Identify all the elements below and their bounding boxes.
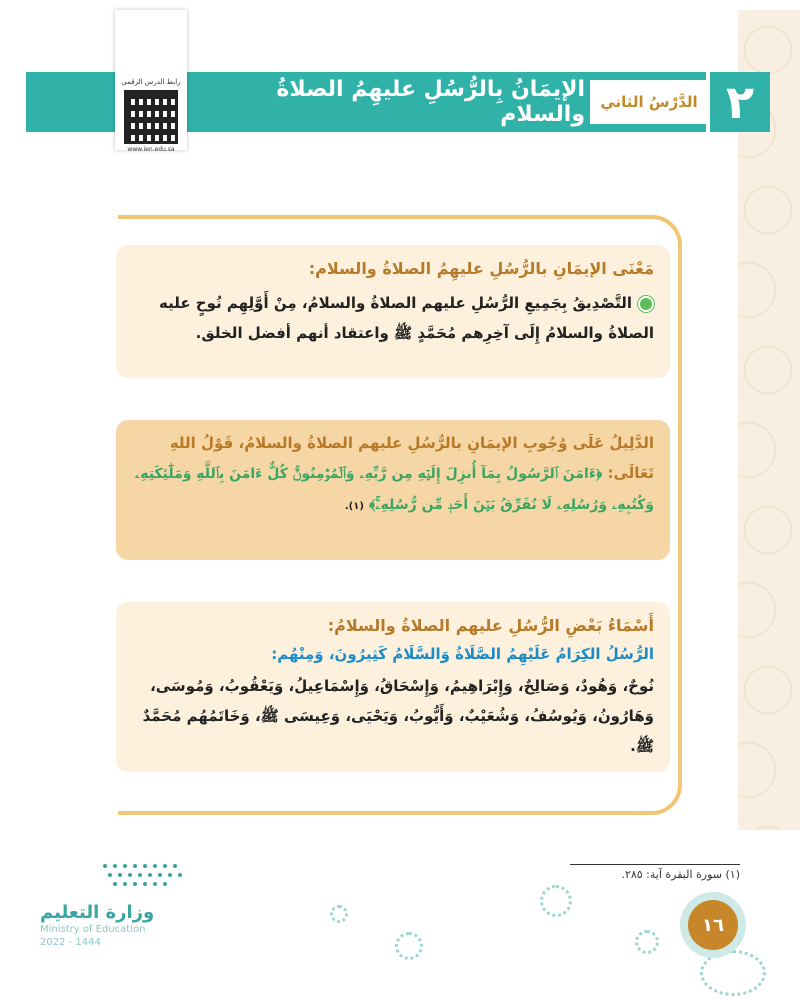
prophets-names-line2: وَهَارُونُ، وَيُوسُفُ، وَشُعَيْبٌ، وَأَيُّوبُ، وَيَحْيَى، وَعِيسَى ﷺ، وَخَاتَمُهُم مُحَمَّدٌ ﷺ.: [142, 707, 654, 755]
page-number: ١٦: [688, 900, 738, 950]
lesson-tag: الدَّرْسُ الثاني: [590, 80, 708, 124]
rosette-icon: [540, 885, 572, 917]
rosette-icon: [330, 905, 348, 923]
qr-url[interactable]: www.ien.edu.sa: [127, 146, 175, 153]
bullet-icon: [638, 296, 654, 312]
section-meaning: [116, 245, 670, 378]
section-evidence-intro: تَعَالَى:: [607, 464, 654, 482]
rosette-icon: [700, 950, 766, 996]
ministry-name-en: Ministry of Education: [40, 924, 146, 935]
section-evidence-body: [132, 458, 654, 522]
verse-footnote-ref: (١).: [344, 501, 364, 512]
section-evidence-heading: الدَّلِيلُ عَلَى وُجُوبِ الإيمَانِ بالرُّسُلِ عليهم الصلاةُ والسلامُ، قَوْلُ اللهِ: [169, 434, 654, 452]
qr-code-icon[interactable]: [124, 90, 178, 144]
section-meaning-heading: مَعْنَى الإيمَانِ بالرُّسُلِ عليهِمُ الصلاةُ والسلام:: [308, 259, 654, 278]
section-meaning-text: [132, 288, 654, 348]
ministry-name-ar: وزارة التعليم: [40, 902, 155, 923]
footnote-divider: [570, 864, 740, 865]
decorative-side-strip: [738, 10, 800, 830]
quran-verse: ﴿ءَامَنَ ٱلرَّسُولُ بِمَآ أُنزِلَ إِلَيۡهِ مِن رَّبِّهِۦ وَٱلۡمُؤۡمِنُونَۚ كُلٌّ ءَامَنَ بِٱللَّهِ وَمَلَٰٓئِكَتِهِۦ وَكُتُبِهِۦ وَرُسُلِهِۦ لَا نُفَرِّقُ بَيۡنَ أَحَدٖ مِّن رُّسُلِهِۦۚ﴾: [134, 466, 654, 513]
section-evidence: [116, 420, 670, 560]
qr-card[interactable]: [115, 10, 187, 153]
section-names-subheading: الرُّسُلُ الكِرَامُ عَلَيْهِمُ الصَّلَاةُ وَالسَّلَامُ كَثِيرُونَ، وَمِنْهُم:: [271, 645, 654, 663]
footnote: (١) سورة البقرة آية: ٢٨٥.: [621, 868, 740, 881]
qr-caption: رابط الدرس الرقمي: [121, 78, 181, 86]
lesson-number: ٢: [710, 72, 770, 132]
lesson-title: الإيمَانُ بِالرُّسُلِ عليهِمُ الصلاةُ والسلام: [276, 77, 585, 127]
ministry-logo-icon: [95, 860, 190, 890]
section-names: [116, 602, 670, 772]
section-names-heading: أَسْمَاءُ بَعْضِ الرُّسُلِ عليهم الصلاةُ والسلامُ:: [327, 616, 654, 635]
section-meaning-body: التَّصْدِيقُ بِجَمِيعِ الرُّسُلِ عليهم الصلاةُ والسلامُ، مِنْ أَوَّلِهِم نُوحٍ عليه الصلاةُ والسلامُ إِلَى آخِرِهم مُحَمَّدٍ ﷺ واعتقاد أنهم أفضل الخلق.: [159, 294, 654, 342]
ministry-year: 2022 - 1444: [40, 937, 101, 948]
rosette-icon: [635, 930, 659, 954]
rosette-icon: [395, 932, 423, 960]
prophets-names-line1: نُوحٌ، وَهُودٌ، وَصَالِحٌ، وَإِبْرَاهِيمُ، وَإِسْحَاقُ، وَإِسْمَاعِيلُ، وَيَعْقُوبُ، وَمُوسَى،: [150, 677, 654, 695]
